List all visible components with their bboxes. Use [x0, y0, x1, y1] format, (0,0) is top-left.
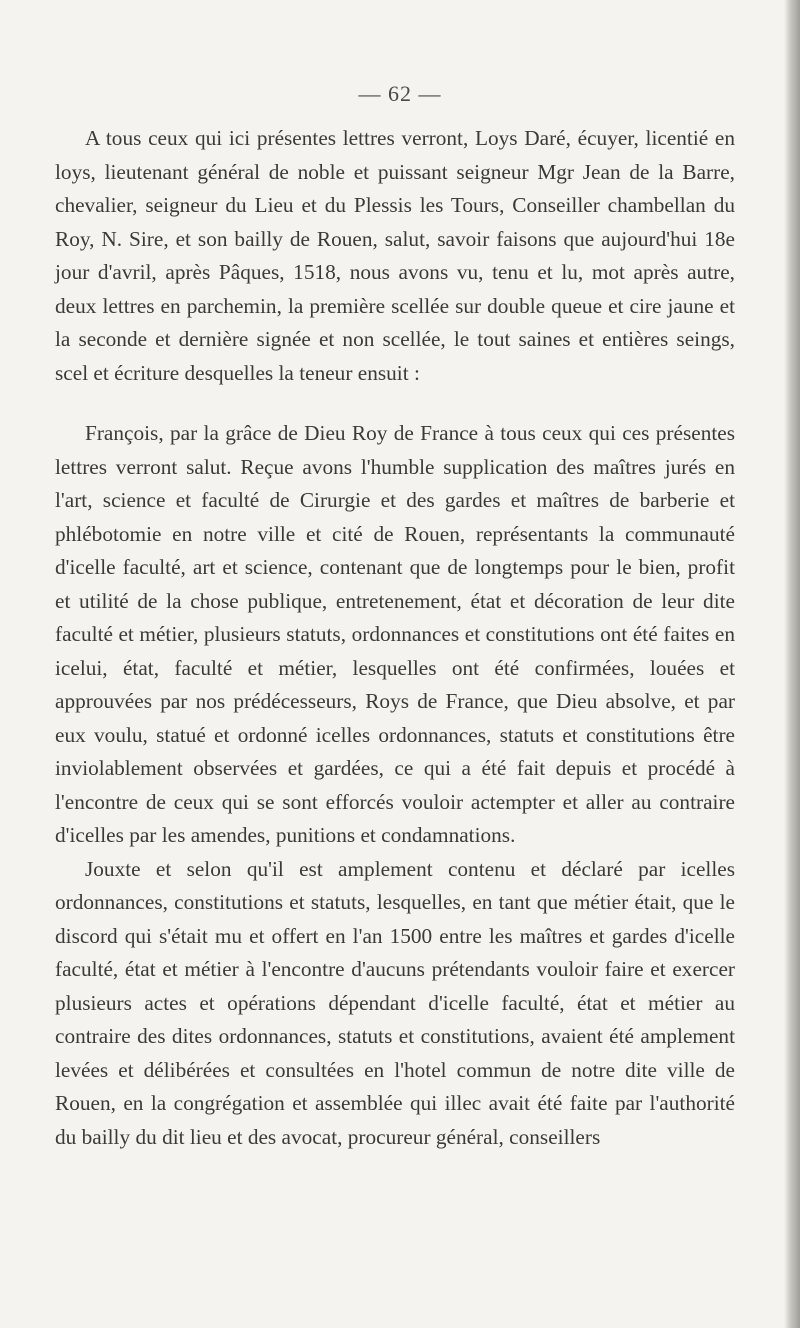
page-number: — 62 — [358, 81, 442, 106]
paragraph-jouxte: Jouxte et selon qu'il est amplement contenu et déclaré par icelles ordonnances, constitutions et statuts, lesquelles, en tant que métier était, que le discord qui s'était mu et offert en l'an 1500 entre les maîtres et gardes d'icelle faculté, état et métier à l'encontre d'aucuns prétendants vouloir faire et exercer plusieurs actes et opérations dépendant d'icelle faculté, état et métier au contraire des dites ordonnances, statuts et constitutions, avaient été amplement levées et délibérées et consultées en l'hotel commun de notre dite ville de Rouen, en la congrégation et assemblée qui illec avait été faite par l'authorité du bailly du dit lieu et des avocat, procureur général, conseillers [55, 856, 735, 1149]
paragraph-royal-letter: François, par la grâce de Dieu Roy de France à tous ceux qui ces présentes lettres verront salut. Reçue avons l'humble supplication des maîtres jurés en l'art, science et faculté de Cirurgie et des gardes et maîtres de barberie et phlébotomie en notre ville et cité de Rouen, représentants la communauté d'icelle faculté, art et science, contenant que de longtemps pour le bien, profit et utilité de la chose publique, entretenement, état et décoration de leur dite faculté et métier, plusieurs statuts, ordonnances et constitutions ont été faites en icelui, état, faculté et métier, lesquelles ont été confirmées, louées et approuvées par nos prédécesseurs, Roys de France, que Dieu absolve, et par eux voulu, statué et ordonné icelles ordonnances, statuts et constitutions être inviolablement observées et gardées, ce qui a été fait depuis et procédé à l'encontre de ceux qui se sont efforcés vouloir actempter et aller au contraire d'icelles par les amendes, punitions et condamnations. [55, 421, 735, 847]
document-body [55, 122, 735, 1154]
paragraph-letter-opening: A tous ceux qui ici présentes lettres verront, Loys Daré, écuyer, licentié en loys, lieutenant général de noble et puissant seigneur Mgr Jean de la Barre, chevalier, seigneur du Lieu et du Plessis les Tours, Conseiller chambellan du Roy, N. Sire, et son bailly de Rouen, salut, savoir faisons que aujourd'hui 18e jour d'avril, après Pâques, 1518, nous avons vu, tenu et lu, mot après autre, deux lettres en parchemin, la première scellée sur double queue et cire jaune et la seconde et dernière signée et non scellée, le tout saines et entières seings, scel et écriture desquelles la teneur ensuit : [55, 126, 735, 385]
page-edge-shadow [784, 0, 800, 1328]
